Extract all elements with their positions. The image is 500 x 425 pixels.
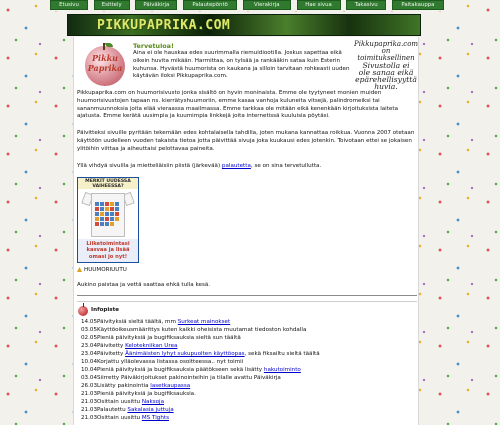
news-row [81, 318, 417, 326]
news-text: Päivitetty [97, 343, 126, 349]
intro-paragraph-1: Pikkupaprika.com on huumorisivusto jonka sisältö on hyvin moninaista. Emme ole tyytyneet monien muiden huumorisivustojen tapaan ns. kierrätyshuumoriin, emme kasaa vanhoja kuluneita vitsejä, palindromeiksi tai sananmuunnoksia joita elää vieraassa maailmassa. Emme tarkkaa ole mitään eikä kenenkään kirjoituksista laiteta ajatusta. Emme kerätä uusimpia ja kuumimpia linkkejä joita internetissä kuuluisia pöytäsi. [77, 90, 398, 120]
infopiste-news-box [77, 301, 417, 425]
news-text: Pieniä päivityksiä ja bugifiksauksia päätökseen sekä lisätty [97, 367, 264, 373]
news-text: Pieniä päivityksiä ja bugifiksauksia sieltä sun täältä [97, 335, 241, 341]
apple-logo-image [79, 43, 131, 91]
humor-label: HUUMORIUUTU [84, 267, 127, 273]
handwriting-line: toimituksellinen [357, 54, 415, 62]
news-title: Infopiste [91, 307, 120, 313]
news-link[interactable]: Kelotekniikan Urea [125, 343, 178, 349]
top-navigation [50, 0, 444, 11]
news-text: Korjattu ylläolevassa listassa osoitteessa.. nyt toimii [97, 359, 244, 365]
news-text: Osittain uusittu [97, 399, 142, 405]
nav-paitakauppa[interactable]: Paitakauppa [392, 0, 444, 10]
apple-logo-line2: Paprika [87, 63, 123, 73]
feedback-link[interactable]: palautetta [221, 163, 251, 169]
para3-text-after: , se on sina tervetullutta. [250, 163, 322, 169]
news-text: Päivityksiä sieltä täältä, mm [97, 319, 178, 325]
handwritten-note [354, 41, 418, 90]
news-link[interactable]: hakutoiminto [263, 367, 301, 373]
news-row [81, 382, 417, 390]
news-date: 14.05 [81, 319, 98, 325]
news-row [81, 406, 417, 414]
news-link[interactable]: Naksoja [141, 399, 165, 405]
news-row [81, 334, 417, 342]
section-divider [77, 295, 417, 296]
nav-paivakirja[interactable]: Päiväkirja [135, 0, 177, 10]
news-text: Lisätty pakinointia [97, 383, 151, 389]
news-row [81, 390, 417, 398]
news-row [81, 326, 417, 334]
apple-leaf [105, 43, 113, 47]
news-link[interactable]: lasetkaupassa [150, 383, 191, 389]
news-date: 23.04 [81, 351, 98, 357]
apple-icon [78, 306, 88, 316]
site-logo-text[interactable]: PIKKUPAPRIKA.COM [97, 18, 231, 33]
nav-hae-sivua[interactable]: Hae sivua [297, 0, 341, 10]
handwriting-line: Pikkupaprika.com on [354, 40, 419, 55]
news-text-after: , sekä fiksailtu sieltä täältä [244, 351, 320, 357]
news-date: 03.04 [81, 375, 98, 381]
handwriting-line: Sivustolla ei [362, 61, 410, 70]
apple-logo-line1: Pikku [92, 53, 118, 63]
news-row [81, 358, 417, 366]
news-text: Palautettu [97, 407, 128, 413]
nav-palautepontto[interactable]: Palautepöntö [183, 0, 237, 10]
news-text: Siirretty Päiväkirjoitukset pakinointeihin ja tilalle avattu Päiväkirja [97, 375, 281, 381]
news-date: 21.03 [81, 407, 98, 413]
tshirt-print-pattern [95, 202, 121, 226]
news-text: Käyttöoikeusmäärittys kuten kaikki oheisista muutamat tiedoston kohdalla [97, 327, 307, 333]
welcome-intro: Aina ei ole hauskaa edes suurimmalla riemuidiootilla. Joskus sapettaa eikä oikein huvita mikään. Harmittaa, on tylsää ja rankääkin sataa kuin Esterin kuhunsa. Hyvästä huumorista on kaukana ja silloin tarvitaan rohkeasti uuden käytävän iloksi Pikkupaprika.com. [133, 50, 350, 80]
nav-etusivu[interactable]: Etusivu [50, 0, 88, 10]
news-text: Osittain uusittu [97, 415, 142, 421]
tshirt-ad-banner[interactable] [77, 177, 139, 263]
news-text: Pieniä päivityksiä ja bugifiksauksia. [97, 391, 196, 397]
handwriting-line: ole sanaa eikä [358, 68, 414, 77]
news-row [81, 414, 417, 422]
news-link[interactable]: Äänimäisten lyhyt sukupuolten käyttöopas [125, 351, 245, 357]
news-row [81, 374, 417, 382]
news-text: Päivitetty [97, 351, 126, 357]
nav-takasivu[interactable]: Takasivu [346, 0, 386, 10]
news-date: 02.05 [81, 335, 98, 341]
news-date: 10.04 [81, 367, 98, 373]
news-row [81, 366, 417, 374]
news-date: 10.04 [81, 359, 98, 365]
tshirt-ad-headline: MERKIT UUDESSA VAIHEESSA? [78, 178, 138, 189]
weather-paragraph: Aukino paistaa ja vettä saattaa ehkä tulla kesä. [77, 282, 211, 288]
news-date: 21.03 [81, 391, 98, 397]
handwriting-line: epärehellisyyttä huvia. [355, 75, 417, 91]
news-date: 21.03 [81, 399, 98, 405]
tshirt-ad-tagline: Liiketoimintasi kasvaa ja lisää omasi jo nyt! [78, 239, 138, 262]
warning-icon [77, 267, 82, 272]
news-row [81, 350, 417, 358]
news-date: 23.04 [81, 343, 98, 349]
news-link[interactable]: Surkeat mainokset [177, 319, 231, 325]
news-list [81, 318, 417, 422]
news-date: 21.03 [81, 415, 98, 421]
humor-news-line [77, 267, 127, 273]
news-date: 03.05 [81, 327, 98, 333]
para3-text-before: Yllä vihdyä sivuilla ja mietteliäisiin piistä (järkevää) [77, 163, 222, 169]
nav-esittely[interactable]: Esittely [94, 0, 130, 10]
nav-vierakirja[interactable]: Vierakirja [243, 0, 291, 10]
news-link[interactable]: MS Tights [141, 415, 170, 421]
welcome-heading: Tervetuloa! [133, 42, 174, 50]
site-logo-banner [67, 14, 421, 36]
news-row [81, 398, 417, 406]
intro-paragraph-3 [77, 163, 415, 171]
news-link[interactable]: Sakalasia juttuja [127, 407, 174, 413]
news-row [81, 342, 417, 350]
news-date: 26.03 [81, 383, 98, 389]
intro-paragraph-2: Päivitteksi sivuille pyritään tekemään edes kohtalaisella tahdilla, joten mukana kannattaa roikkua. Vuonna 2007 otetaan käyttöön uudelleen vuoden takaista tietoa jotta päivittää sivuja joka kuukausi edes jotenkin. Toivotaan ettei se jokaisen ylitöihin viittaa ja aiheuttaisi pelottavaa paineita. [77, 130, 415, 152]
main-content [73, 37, 419, 425]
